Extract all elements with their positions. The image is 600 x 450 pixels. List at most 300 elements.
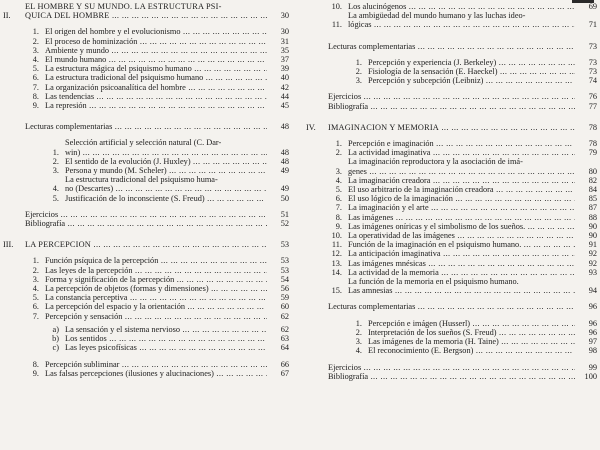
entry-number: 1. <box>52 147 59 157</box>
entry-title: El sentido de la evolución (J. Huxley) ... . <box>65 157 267 166</box>
entry-number: 2. <box>32 36 39 46</box>
entry-number: 5. <box>335 185 342 195</box>
chapter-title: EL HOMBRE Y SU MUNDO. LA ESTRUCTURA PSI- <box>25 2 222 11</box>
entry-title: Percepción e imágen (Husserl) ... . <box>368 319 575 328</box>
toc-entry <box>3 284 289 293</box>
entry-title-wrap <box>65 166 267 175</box>
bibliografia-page: 52 <box>280 219 289 229</box>
entry-number: 3. <box>335 166 342 176</box>
entry-number: 3. <box>355 76 362 86</box>
entry-title: Selección artificial y selección natural (C. Dar- <box>65 138 222 148</box>
entry-page: 96 <box>588 318 597 328</box>
lecturas-heading-wrap <box>306 42 575 51</box>
toc-entry <box>306 203 597 212</box>
entry-page: 31 <box>280 36 289 46</box>
toc-entry <box>306 249 597 258</box>
entry-title: Las tendencias ... . <box>45 92 267 101</box>
entry-title: La actividad imaginativa ... . <box>348 148 575 157</box>
entry-page: 50 <box>280 193 289 203</box>
toc-entry <box>3 46 289 55</box>
entry-number: c) <box>52 343 59 353</box>
chapter-page: 30 <box>280 11 289 21</box>
entry-number: 8. <box>32 91 39 101</box>
chapter-title-wrap <box>328 123 575 132</box>
lecturas-heading-wrap <box>3 122 267 131</box>
chapter-title-cont: QUICA DEL HOMBRE ... . <box>25 11 267 20</box>
entry-title-cont: Las amnesias ... . <box>348 286 575 295</box>
entry-title-wrap <box>348 203 575 212</box>
entry-page: 62 <box>280 311 289 321</box>
entry-number: 4. <box>32 284 39 294</box>
bibliografia-label: Bibliografía ... . <box>25 219 267 228</box>
entry-page: 92 <box>588 249 597 259</box>
ejercicios-page: 76 <box>588 92 597 102</box>
entry-page: 67 <box>280 368 289 378</box>
entry-title: Percepción e imaginación ... . <box>348 139 575 148</box>
entry-number: 9. <box>32 101 39 111</box>
entry-page: 80 <box>588 166 597 176</box>
toc-entry <box>306 157 597 175</box>
entry-page: 82 <box>588 175 597 185</box>
entry-title-wrap <box>65 175 267 193</box>
entry-title: Justificación de lo inconsciente (S. Freud) ... . <box>65 194 267 203</box>
entry-number: 10. <box>331 2 342 11</box>
entry-title: La estructura tradicional del psiquismo huma- <box>65 175 218 185</box>
entry-title-wrap <box>45 312 267 321</box>
chapter-title: LA PERCEPCION ... . <box>25 240 267 249</box>
entry-page: 45 <box>280 101 289 111</box>
entry-title: La estructura mágica del psiquismo humano ... . <box>45 64 267 73</box>
lecturas-heading-label: Lecturas complementarias ... . <box>25 122 267 131</box>
entry-title-wrap <box>45 37 267 46</box>
toc-entry <box>3 343 289 352</box>
entry-title-wrap <box>45 27 267 36</box>
toc-entry <box>3 369 289 378</box>
entry-number: a) <box>52 324 59 334</box>
entry-title-wrap <box>368 337 575 346</box>
entry-title: La percepción de objetos (formas y dimensiones) ... . <box>45 284 267 293</box>
entry-page: 37 <box>280 55 289 65</box>
entry-number: 6. <box>335 194 342 204</box>
bibliografia-label: Bibliografía ... . <box>328 372 575 381</box>
entry-number: 4. <box>52 184 59 194</box>
entry-number: 11. <box>331 20 342 30</box>
entry-number: 1. <box>355 57 362 67</box>
entry-title-wrap <box>45 256 267 265</box>
entry-page: 49 <box>280 184 289 194</box>
entry-number: 6. <box>32 302 39 312</box>
entry-number: 1. <box>32 256 39 266</box>
spacer <box>306 295 597 302</box>
toc-entry <box>3 138 289 156</box>
entry-title: Las imágenes de la memoria (H. Taine) ... . <box>368 337 575 346</box>
entry-title: La actividad de la memoria ... . <box>348 268 575 277</box>
entry-title-wrap <box>45 266 267 275</box>
entry-title: Forma y significación de la percepción ... . <box>45 275 267 284</box>
entry-page: 62 <box>280 324 289 334</box>
entry-title: La imaginación creadora ... . <box>348 176 575 185</box>
entry-title: Las imágenes ... . <box>348 213 575 222</box>
entry-page: 87 <box>588 203 597 213</box>
entry-title: El mundo humano ... . <box>45 55 267 64</box>
entry-title: El reconocimiento (E. Bergson) ... . <box>368 346 575 355</box>
entry-title: El proceso de hominización ... . <box>45 37 267 46</box>
toc-entry <box>3 92 289 101</box>
ejercicios <box>306 363 597 372</box>
entry-number: 1. <box>355 318 362 328</box>
entry-number: 14. <box>331 267 342 277</box>
chapter-heading <box>3 2 289 20</box>
spacer <box>3 203 289 210</box>
entry-page: 56 <box>280 284 289 294</box>
entry-title-wrap <box>65 325 267 334</box>
entry-title-wrap <box>368 67 575 76</box>
entry-title-wrap <box>368 346 575 355</box>
entry-page: 54 <box>280 274 289 284</box>
chapter-page: 78 <box>588 122 597 132</box>
entry-page: 88 <box>588 212 597 222</box>
toc-entry <box>3 334 289 343</box>
entry-number: 9. <box>335 221 342 231</box>
entry-title-wrap <box>348 231 575 240</box>
toc-entry <box>306 213 597 222</box>
toc-entry <box>3 312 289 321</box>
entry-page: 64 <box>280 343 289 353</box>
toc-entry <box>3 302 289 311</box>
entry-title-wrap <box>348 249 575 258</box>
ejercicios-wrap <box>3 210 267 219</box>
bibliografia-page: 100 <box>584 371 597 381</box>
entry-number: 7. <box>335 203 342 213</box>
ejercicios <box>306 92 597 101</box>
spacer <box>306 30 597 42</box>
toc-entry <box>306 148 597 157</box>
entry-title: Las imágenes mnésicas ... . <box>348 259 575 268</box>
spacer <box>3 249 289 256</box>
toc-entry <box>306 139 597 148</box>
bibliografia <box>3 219 289 228</box>
chapter-heading <box>3 240 289 249</box>
toc-entry <box>306 277 597 295</box>
entry-title: La anticipación imaginativa ... . <box>348 249 575 258</box>
entry-number: 13. <box>331 258 342 268</box>
entry-page: 96 <box>588 327 597 337</box>
lecturas-heading <box>3 122 289 131</box>
toc-entry <box>306 76 597 85</box>
entry-number: 11. <box>331 240 342 250</box>
toc-entry <box>3 175 289 193</box>
entry-title-wrap <box>348 11 575 29</box>
entry-title: Los sentidos ... . <box>65 334 267 343</box>
entry-title: La represión ... . <box>45 101 267 110</box>
entry-number: 1. <box>335 139 342 149</box>
toc-entry <box>306 185 597 194</box>
toc-entry <box>306 58 597 67</box>
entry-page: 35 <box>280 45 289 55</box>
entry-page: 66 <box>280 359 289 369</box>
entry-title-wrap <box>45 302 267 311</box>
ejercicios-label: Ejercicios ... . <box>328 363 575 372</box>
entry-title-wrap <box>65 334 267 343</box>
entry-title-wrap <box>348 259 575 268</box>
entry-page: 42 <box>280 82 289 92</box>
spacer <box>306 51 597 58</box>
chapter-heading <box>306 123 597 132</box>
chapter-number: III. <box>3 240 14 250</box>
toc-entry <box>3 266 289 275</box>
entry-title-wrap <box>65 138 267 156</box>
entry-page: 98 <box>588 346 597 356</box>
bibliografia-wrap <box>306 372 575 381</box>
entry-number: 2. <box>355 67 362 77</box>
entry-title-wrap <box>45 83 267 92</box>
toc-entry <box>3 83 289 92</box>
entry-page: 60 <box>280 302 289 312</box>
entry-page: 84 <box>588 185 597 195</box>
toc-entry <box>306 231 597 240</box>
entry-title: Las leyes psicofísicas ... . <box>65 343 267 352</box>
entry-title-cont: genes ... . <box>348 167 575 176</box>
entry-number: 9. <box>32 368 39 378</box>
toc-entry <box>306 11 597 29</box>
entry-title-wrap <box>368 58 575 67</box>
entry-title-wrap <box>45 101 267 110</box>
entry-title: El uso lógico de la imaginación ... . <box>348 194 575 203</box>
entry-title: La sensación y el sistema nervioso ... . <box>65 325 267 334</box>
entry-number: 7. <box>32 82 39 92</box>
entry-number: 3. <box>355 337 362 347</box>
entry-title: Función psíquica de la percepción ... . <box>45 256 267 265</box>
entry-title-wrap <box>348 213 575 222</box>
entry-title: La organización psicoanalítica del hombre ... . <box>45 83 267 92</box>
lecturas-heading-label: Lecturas complementarias ... . <box>328 42 575 51</box>
entry-number: 1. <box>32 27 39 37</box>
entry-title-wrap <box>348 2 575 11</box>
bibliografia-page: 77 <box>588 101 597 111</box>
spacer <box>3 131 289 138</box>
entry-title-wrap <box>45 360 267 369</box>
ejercicios-label: Ejercicios ... . <box>25 210 267 219</box>
chapter-page: 53 <box>280 240 289 250</box>
entry-title: Percepción y subcepción (Leibniz) ... . <box>368 76 575 85</box>
toc-entry <box>3 256 289 265</box>
toc-entry <box>3 275 289 284</box>
toc-entry <box>3 325 289 334</box>
entry-number: 8. <box>335 212 342 222</box>
entry-title: Las imágenes oníricas y el simbolismo de los sueños. ... . <box>348 222 575 231</box>
chapter-title-wrap <box>25 240 267 249</box>
entry-title-wrap <box>65 194 267 203</box>
lecturas-heading-wrap <box>306 302 575 311</box>
entry-page: 79 <box>588 148 597 158</box>
entry-title: Percepción y sensación ... . <box>45 312 267 321</box>
entry-page: 73 <box>588 67 597 77</box>
chapter-title: IMAGINACION Y MEMORIA ... . <box>328 123 575 132</box>
entry-title-wrap <box>65 343 267 352</box>
entry-title: La constancia perceptiva ... . <box>45 293 267 302</box>
entry-page: 59 <box>280 293 289 303</box>
entry-title: Fisiología de la sensación (E. Haeckel) ... . <box>368 67 575 76</box>
entry-title-wrap <box>45 55 267 64</box>
spacer <box>3 228 289 240</box>
entry-page: 94 <box>588 286 597 296</box>
entry-page: 91 <box>588 240 597 250</box>
entry-title-wrap <box>348 139 575 148</box>
entry-title: Percepción y experiencia (J. Berkeley) ... . <box>368 58 575 67</box>
entry-title-wrap <box>45 369 267 378</box>
entry-page: 92 <box>588 258 597 268</box>
entry-title-wrap <box>45 46 267 55</box>
lecturas-heading <box>306 42 597 51</box>
entry-title: Las falsas percepciones (ilusiones y alucinaciones) ... . <box>45 369 267 378</box>
entry-number: 4. <box>355 346 362 356</box>
bibliografia-wrap <box>306 102 575 111</box>
entry-number: 5. <box>52 193 59 203</box>
right-column <box>306 2 597 381</box>
entry-page: 78 <box>588 139 597 149</box>
entry-page: 73 <box>588 57 597 67</box>
entry-title: La percepción del espacio y la orientación ... . <box>45 302 267 311</box>
entry-title: Percepción subliminar ... . <box>45 360 267 369</box>
entry-number: 2. <box>355 327 362 337</box>
entry-page: 44 <box>280 91 289 101</box>
toc-entry <box>3 64 289 73</box>
bibliografia-wrap <box>3 219 267 228</box>
entry-title-wrap <box>348 176 575 185</box>
ejercicios-wrap <box>306 92 575 101</box>
entry-title: La ambigüedad del mundo humano y las luchas ideo- <box>348 11 526 21</box>
entry-number: 6. <box>32 73 39 83</box>
entry-number: 8. <box>32 359 39 369</box>
entry-number: b) <box>52 334 59 344</box>
entry-number: 4. <box>335 175 342 185</box>
spacer <box>306 85 597 92</box>
entry-title-wrap <box>368 319 575 328</box>
entry-title-wrap <box>45 284 267 293</box>
ejercicios <box>3 210 289 219</box>
entry-title-cont: no (Descartes) ... . <box>65 184 267 193</box>
entry-page: 69 <box>588 2 597 11</box>
chapter-number: II. <box>3 11 11 21</box>
entry-number: 15. <box>331 286 342 296</box>
entry-title: La imaginación y el arte ... . <box>348 203 575 212</box>
entry-number: 2. <box>335 148 342 158</box>
entry-title-wrap <box>368 76 575 85</box>
entry-page: 93 <box>588 267 597 277</box>
entry-title: La función de la memoria en el psiquismo humano. <box>348 277 519 287</box>
entry-title-wrap <box>45 73 267 82</box>
toc-entry <box>306 268 597 277</box>
chapter-number: IV. <box>306 122 316 132</box>
entry-title-cont: win) ... . <box>65 148 267 157</box>
spacer <box>306 111 597 123</box>
entry-title: El uso arbitrario de la imaginación creadora ... . <box>348 185 575 194</box>
ejercicios-page: 99 <box>588 362 597 372</box>
entry-page: 30 <box>280 27 289 37</box>
entry-number: 12. <box>331 249 342 259</box>
bibliografia <box>306 102 597 111</box>
spacer <box>3 353 289 360</box>
toc-entry <box>306 319 597 328</box>
entry-title-wrap <box>348 277 575 295</box>
entry-title-wrap <box>348 240 575 249</box>
entry-number: 4. <box>32 55 39 65</box>
entry-page: 53 <box>280 265 289 275</box>
lecturas-heading <box>306 302 597 311</box>
entry-number: 3. <box>32 45 39 55</box>
toc-entry <box>3 194 289 203</box>
entry-number: 2. <box>52 156 59 166</box>
toc-entry <box>306 194 597 203</box>
entry-title-wrap <box>348 185 575 194</box>
entry-title: Los alucinógenos ... . <box>348 2 575 11</box>
entry-number: 7. <box>32 311 39 321</box>
entry-page: 85 <box>588 194 597 204</box>
toc-entry <box>306 337 597 346</box>
entry-title-wrap <box>348 222 575 231</box>
toc-entry <box>3 101 289 110</box>
chapter-title-wrap <box>25 2 267 20</box>
entry-title: Interpretación de los sueños (S. Freud) ... . <box>368 328 575 337</box>
toc-entry <box>306 259 597 268</box>
entry-title-wrap <box>348 148 575 157</box>
entry-title-wrap <box>348 268 575 277</box>
ejercicios-label: Ejercicios ... . <box>328 92 575 101</box>
toc-entry <box>3 73 289 82</box>
entry-title-wrap <box>45 293 267 302</box>
entry-number: 10. <box>331 231 342 241</box>
left-column <box>3 2 289 378</box>
entry-number: 2. <box>32 265 39 275</box>
entry-title-wrap <box>348 194 575 203</box>
entry-title-wrap <box>368 328 575 337</box>
toc-entry <box>3 27 289 36</box>
entry-page: 48 <box>280 147 289 157</box>
entry-title: El origen del hombre y el evolucionismo ... . <box>45 27 267 36</box>
toc-entry <box>3 55 289 64</box>
entry-page: 90 <box>588 231 597 241</box>
toc-entry <box>3 157 289 166</box>
entry-title-wrap <box>348 157 575 175</box>
entry-title: Persona y mundo (M. Scheler) ... . <box>65 166 267 175</box>
spacer <box>306 312 597 319</box>
entry-page: 90 <box>588 221 597 231</box>
ejercicios-page: 51 <box>280 209 289 219</box>
lecturas-heading-page: 73 <box>588 41 597 51</box>
entry-title: La imaginación reproductora y la asociación de imá- <box>348 157 523 167</box>
entry-title: La estructura tradicional del psiquismo humano ... . <box>45 73 267 82</box>
entry-page: 49 <box>280 166 289 176</box>
lecturas-heading-label: Lecturas complementarias ... . <box>328 302 575 311</box>
entry-page: 63 <box>280 334 289 344</box>
entry-page: 48 <box>280 156 289 166</box>
entry-page: 97 <box>588 337 597 347</box>
entry-title: Las leyes de la percepción ... . <box>45 266 267 275</box>
ejercicios-wrap <box>306 363 575 372</box>
toc-entry <box>306 240 597 249</box>
entry-title-wrap <box>45 275 267 284</box>
entry-title-cont: lógicas ... . <box>348 20 575 29</box>
spacer <box>3 110 289 122</box>
bibliografia-label: Bibliografía ... . <box>328 102 575 111</box>
entry-page: 74 <box>588 76 597 86</box>
toc-entry <box>306 222 597 231</box>
entry-page: 39 <box>280 64 289 74</box>
toc-entry <box>3 166 289 175</box>
lecturas-heading-page: 48 <box>280 122 289 132</box>
toc-entry <box>306 176 597 185</box>
entry-page: 40 <box>280 73 289 83</box>
